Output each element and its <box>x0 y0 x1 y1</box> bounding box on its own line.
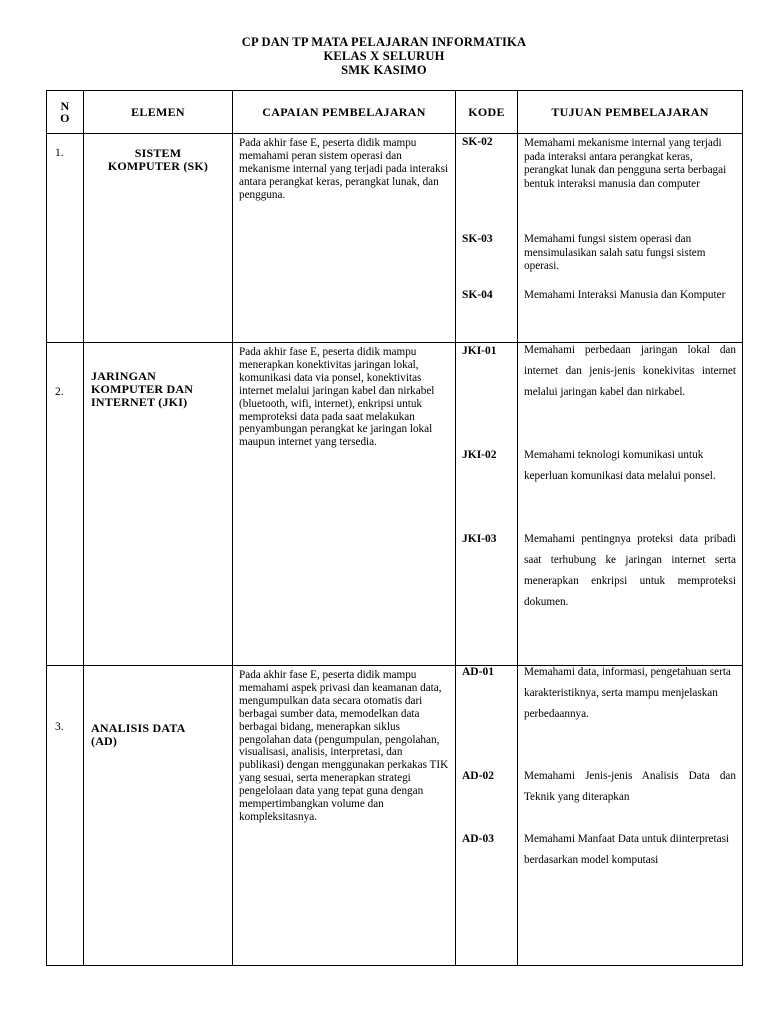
row-number: 1. <box>47 134 84 343</box>
document-title: CP DAN TP MATA PELAJARAN INFORMATIKA <box>241 35 527 49</box>
document-title-block <box>0 35 768 77</box>
tujuan-cell <box>518 134 743 343</box>
table-row <box>47 343 743 666</box>
capaian-cell <box>233 134 456 343</box>
kode-label: SK-04 <box>462 289 493 301</box>
capaian-text: Pada akhir fase E, peserta didik mampu menerapkan konektivitas jaringan lokal, komunikasi data via ponsel, konektivitas internet melalui jaringan kabel dan nirkabel (bluetooth, wifi, internet), enkripsi untuk memproteksi data pada saat melakukan penyambungan perangkat ke jaringan lokal maupun internet yang tersedia. <box>239 346 435 449</box>
kode-cell <box>456 666 518 966</box>
kode-cell <box>456 343 518 666</box>
kode-label: JKI-03 <box>462 533 497 545</box>
elemen-cell <box>84 134 233 343</box>
capaian-text: Pada akhir fase E, peserta didik mampu memahami peran sistem operasi dan mekanisme internal yang terjadi pada interaksi antara perangkat keras, perangkat lunak, dan pengguna. <box>239 137 449 201</box>
table-row <box>47 666 743 966</box>
tujuan-cell <box>518 666 743 966</box>
kode-label: AD-03 <box>462 833 494 845</box>
tujuan-text: Memahami perbedaan jaringan lokal dan internet dan jenis-jenis konekivitas internet melalui jaringan kabel dan nirkabel. <box>524 344 736 398</box>
tujuan-text: Memahami Interaksi Manusia dan Komputer <box>524 289 726 301</box>
capaian-cell <box>233 343 456 666</box>
row-number: 2. <box>47 343 84 666</box>
elemen-cell <box>84 343 233 666</box>
kode-label: AD-01 <box>462 666 494 678</box>
tujuan-text: Memahami teknologi komunikasi untuk keperluan komunikasi data melalui ponsel. <box>524 449 716 482</box>
elemen-name: JARINGAN KOMPUTER DAN INTERNET (JKI) <box>91 369 194 409</box>
kode-cell <box>456 134 518 343</box>
header-elemen: ELEMEN <box>84 91 233 134</box>
kode-label: JKI-01 <box>462 345 497 357</box>
curriculum-table <box>46 90 743 966</box>
capaian-text: Pada akhir fase E, peserta didik mampu memahami aspek privasi dan keamanan data, mengumpulkan data secara otomatis dari berbagai sumber data, memodelkan data berbagai bidang, menerapkan siklus pengolahan data (pengumpulan, pengolahan, visualisasi, analisis, interpretasi, dan publikasi) dengan menggunakan perkakas TIK yang sesuai, serta menerapkan strategi pengelolaan data yang tepat guna dengan mempertimbangkan volume dan kompleksitasnya. <box>239 669 449 823</box>
elemen-cell <box>84 666 233 966</box>
kode-label: AD-02 <box>462 770 494 782</box>
kode-label: SK-02 <box>462 136 493 148</box>
tujuan-text: Memahami fungsi sistem operasi dan mensimulasikan salah satu fungsi sistem operasi. <box>524 233 706 272</box>
header-kode: KODE <box>456 91 518 134</box>
row-number: 3. <box>47 666 84 966</box>
class-line: KELAS X SELURUH <box>323 49 445 63</box>
school-name: SMK KASIMO <box>341 63 427 77</box>
tujuan-text: Memahami pentingnya proteksi data pribadi saat terhubung ke jaringan internet serta menerapkan enkripsi untuk memproteksi dokumen. <box>524 533 736 608</box>
header-capaian: CAPAIAN PEMBELAJARAN <box>233 91 456 134</box>
tujuan-text: Memahami data, informasi, pengetahuan serta karakteristiknya, serta mampu menjelaskan perbedaannya. <box>524 666 731 720</box>
kode-label: SK-03 <box>462 233 493 245</box>
table-header-row <box>47 91 743 134</box>
header-tujuan: TUJUAN PEMBELAJARAN <box>518 91 743 134</box>
tujuan-text: Memahami Jenis-jenis Analisis Data dan Teknik yang diterapkan <box>524 770 736 803</box>
tujuan-text: Memahami mekanisme internal yang terjadi pada interaksi antara perangkat keras, perangkat lunak dan pengguna serta berbagai bentuk interaksi manusia dan computer <box>524 137 727 190</box>
header-no: N O <box>47 91 84 134</box>
elemen-name: SISTEM KOMPUTER (SK) <box>107 146 209 173</box>
table-row <box>47 134 743 343</box>
tujuan-text: Memahami Manfaat Data untuk diinterpretasi berdasarkan model komputasi <box>524 833 730 866</box>
capaian-cell <box>233 666 456 966</box>
elemen-name: ANALISIS DATA (AD) <box>91 721 186 748</box>
tujuan-cell <box>518 343 743 666</box>
kode-label: JKI-02 <box>462 449 497 461</box>
